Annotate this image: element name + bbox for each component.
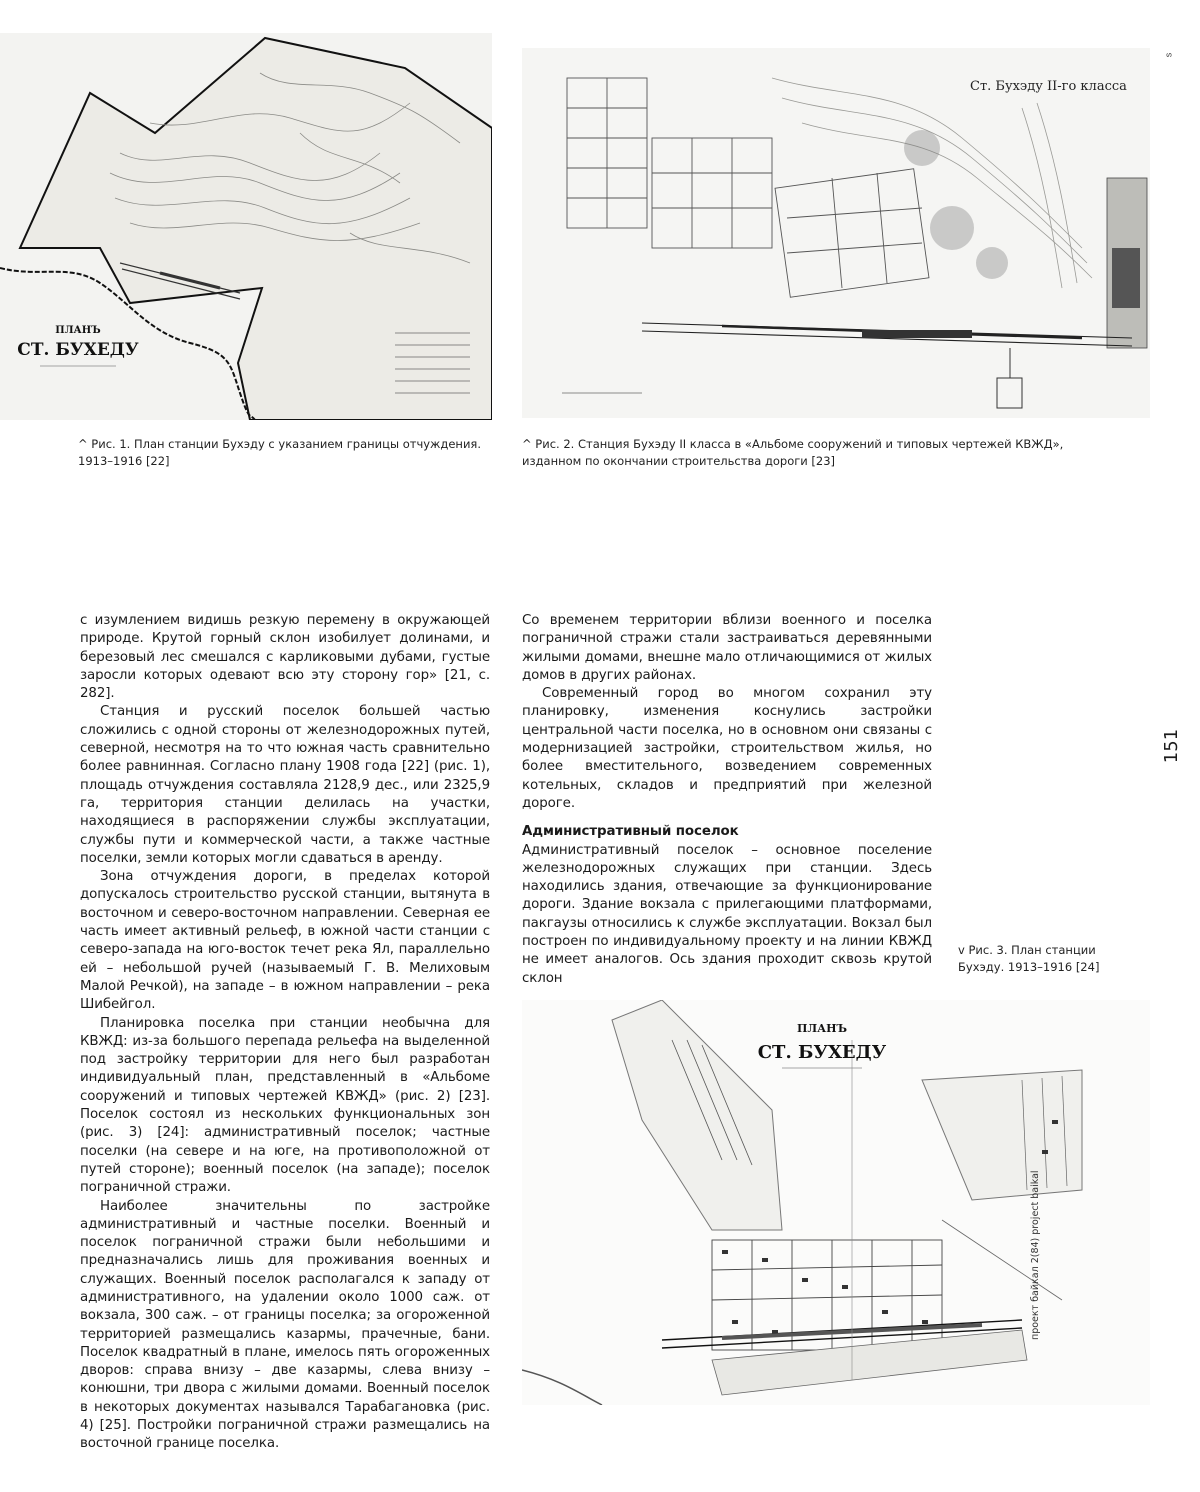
fig1-title-large: СТ. БУХЕДУ [17,340,139,360]
figure-2-drawing [522,48,1150,418]
left-paragraph-2: Станция и русский поселок большей частью сложились с одной стороны от железнодорожных путей, северной, несмотря на то что южная часть сравнительно более равнинная. Согласно плану 1908 года [22] (рис. 1), площадь отчуждения составляла 2128,9 дес., или 2325,9 га, территория станции делилась на участки, находящиеся в распоряжении службы эксплуатации, службы пути и коммерческой части, а также частные поселки, земли которых могли сдаваться в аренду. [80,703,490,868]
section-heading: Административный поселок [522,823,932,841]
fig3-title-small: ПЛАНЪ [797,1022,847,1035]
figure-1-drawing [0,33,492,420]
left-text-column [80,612,490,1454]
left-paragraph-3: Зона отчуждения дороги, в пределах которой допускалось строительство русской станции, вытянута в восточном и северо-восточном направлении. Северная ее часть имеет активный рельеф, в южной части станции с северо-запада на юго-восток течет река Ял, параллельно ей – небольшой ручей (называемый Г. В. Мелиховым Малой Речкой), на западе – в южном направлении – река Шибейгол. [80,868,490,1014]
right-paragraph-1: Со временем территории вблизи военного и поселка пограничной стражи стали застраиваться деревянными жилыми домами, внешне мало отличающимися от жилых домов в других районах. [522,612,932,685]
right-text-column [522,612,932,988]
left-paragraph-4: Планировка поселка при станции необычна для КВЖД: из-за большого перепада рельефа на выделенной под застройку территории для него был разработан индивидуальный план, представленный в «Альбоме сооружений и типовых чертежей КВЖД» (рис. 2) [23]. Поселок состоял из нескольких функциональных зон (рис. 3) [24]: административный поселок; частные поселки (на севере и на юге, на противоположной от путей стороне); военный поселок (на западе); поселок пограничной стражи. [80,1015,490,1198]
figure-3-drawing [522,1000,1150,1405]
edge-mark: s [1163,53,1173,58]
right-paragraph-3: Административный поселок – основное поселение железнодорожных служащих при станции. Здесь находились здания, отвечающие за функционирование дороги. Здание вокзала с прилегающими платформами, пакгаузы относились к службе эксплуатации. Вокзал был построен по индивидуальному проекту и на линии КВЖД не имеет аналогов. Ось здания проходит сквозь крутой склон [522,842,932,988]
figure-1-map [0,33,492,420]
figure-3-map [522,1000,1150,1405]
right-paragraph-2: Современный город во многом сохранил эту планировку, изменения коснулись застройки центральной части поселка, но в основном они связаны с модернизацией застройки, строительством жилья, но более вместительного, возведением современных котельных, складов и предприятий при железной дороге. [522,685,932,813]
figure-3-caption: v Рис. 3. План станции Бухэду. 1913–1916 [24] [958,942,1108,976]
figure-1-caption: ^ Рис. 1. План станции Бухэду с указанием границы отчуждения. 1913–1916 [22] [78,436,488,470]
journal-footer: проект байкал 2(84) project baikal [1030,1050,1046,1340]
fig2-header: Ст. Бухэду II-го класса [970,79,1127,94]
left-paragraph-1: с изумлением видишь резкую перемену в окружающей природе. Крутой горный склон изобилует долинами, и березовый лес смешался с карликовыми дубами, густые заросли которых одевают всю эту сторону гор» [21, с. 282]. [80,612,490,703]
figure-2-map [522,48,1150,418]
fig1-title-small: ПЛАНЪ [55,325,101,336]
fig3-title-large: СТ. БУХЕДУ [758,1042,887,1063]
figure-2-caption: ^ Рис. 2. Станция Бухэду II класса в «Альбоме сооружений и типовых чертежей КВЖД», изданном по окончании строительства дороги [23] [522,436,1122,470]
left-paragraph-5: Наиболее значительны по застройке административный и частные поселки. Военный и поселок пограничной стражи были небольшими и предназначались лишь для проживания военных и служащих. Военный поселок располагался к западу от административного, на удалении около 1000 саж. от вокзала, 300 саж. – от границы поселка; за огороженной территорией размещались казармы, прачечные, бани. Поселок квадратный в плане, имелось пять огороженных дворов: справа внизу – две казармы, слева внизу – конюшни, три двора с жилыми домами. Военный поселок в некоторых документах назывался Тарабагановка (рис. 4) [25]. Постройки пограничной стражи размещались на восточной границе поселка. [80,1198,490,1454]
page-number: 151 [1154,726,1190,766]
